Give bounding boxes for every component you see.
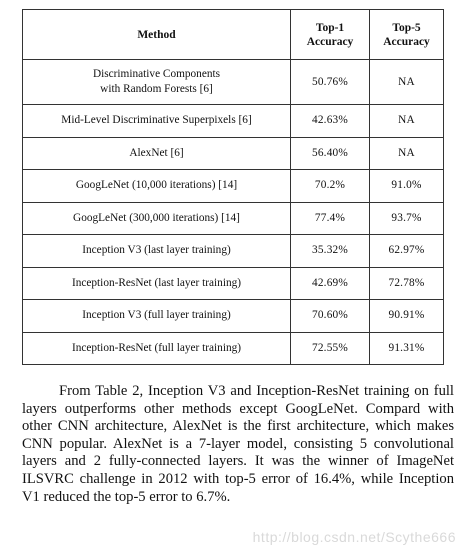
method-cell: GoogLeNet (300,000 iterations) [14] <box>23 202 291 235</box>
method-cell <box>23 60 291 105</box>
header-top1-line1: Top-1 <box>315 21 345 34</box>
method-cell: GoogLeNet (10,000 iterations) [14] <box>23 170 291 203</box>
top1-cell: 70.2% <box>291 170 370 203</box>
table-row <box>23 170 444 203</box>
table-row <box>23 105 444 138</box>
method-cell: AlexNet [6] <box>23 137 291 170</box>
method-cell: Inception-ResNet (last layer training) <box>23 267 291 300</box>
table-row <box>23 267 444 300</box>
top1-cell: 72.55% <box>291 332 370 365</box>
results-table <box>22 9 444 365</box>
method-line: Discriminative Components <box>92 68 221 80</box>
top1-cell: 56.40% <box>291 137 370 170</box>
method-cell: Inception-ResNet (full layer training) <box>23 332 291 365</box>
body-paragraph: From Table 2, Inception V3 and Inception-ResNet training on full layers outperforms other methods except GoogLeNet. Compard with other CNN architecture, AlexNet is the first architecture, which makes CNN popular. AlexNet is a 7-layer model, consisting 5 convolutional layers and 2 fully-connected layers. It was the winner of ImageNet ILSVRC challenge in 2012 with top-5 error of 16.4%, while Inception V1 reduced the top-5 error to 6.7%. <box>22 383 454 505</box>
top1-cell: 50.76% <box>291 60 370 105</box>
table-row <box>23 300 444 333</box>
table-row <box>23 60 444 105</box>
top1-cell: 77.4% <box>291 202 370 235</box>
top1-cell: 42.69% <box>291 267 370 300</box>
top5-cell: 90.91% <box>370 300 444 333</box>
method-cell: Mid-Level Discriminative Superpixels [6] <box>23 105 291 138</box>
method-cell: Inception V3 (last layer training) <box>23 235 291 268</box>
header-top5 <box>370 10 444 60</box>
table-row <box>23 235 444 268</box>
table-row <box>23 137 444 170</box>
top5-cell: 91.31% <box>370 332 444 365</box>
watermark-url: http://blog.csdn.net/Scythe666 <box>252 529 456 545</box>
header-top1-line2: Accuracy <box>306 35 354 48</box>
top5-cell: NA <box>370 60 444 105</box>
top5-cell: 91.0% <box>370 170 444 203</box>
top1-cell: 35.32% <box>291 235 370 268</box>
method-cell: Inception V3 (full layer training) <box>23 300 291 333</box>
header-top5-line1: Top-5 <box>392 21 421 34</box>
table-header-row <box>23 10 444 60</box>
header-method: Method <box>23 10 291 60</box>
table-row <box>23 202 444 235</box>
table-row <box>23 332 444 365</box>
top5-cell: 72.78% <box>370 267 444 300</box>
top5-cell: NA <box>370 137 444 170</box>
top5-cell: 62.97% <box>370 235 444 268</box>
header-top1 <box>291 10 370 60</box>
header-top5-line2: Accuracy <box>383 35 430 48</box>
top5-cell: NA <box>370 105 444 138</box>
top1-cell: 70.60% <box>291 300 370 333</box>
method-line: with Random Forests [6] <box>100 83 213 95</box>
top5-cell: 93.7% <box>370 202 444 235</box>
top1-cell: 42.63% <box>291 105 370 138</box>
